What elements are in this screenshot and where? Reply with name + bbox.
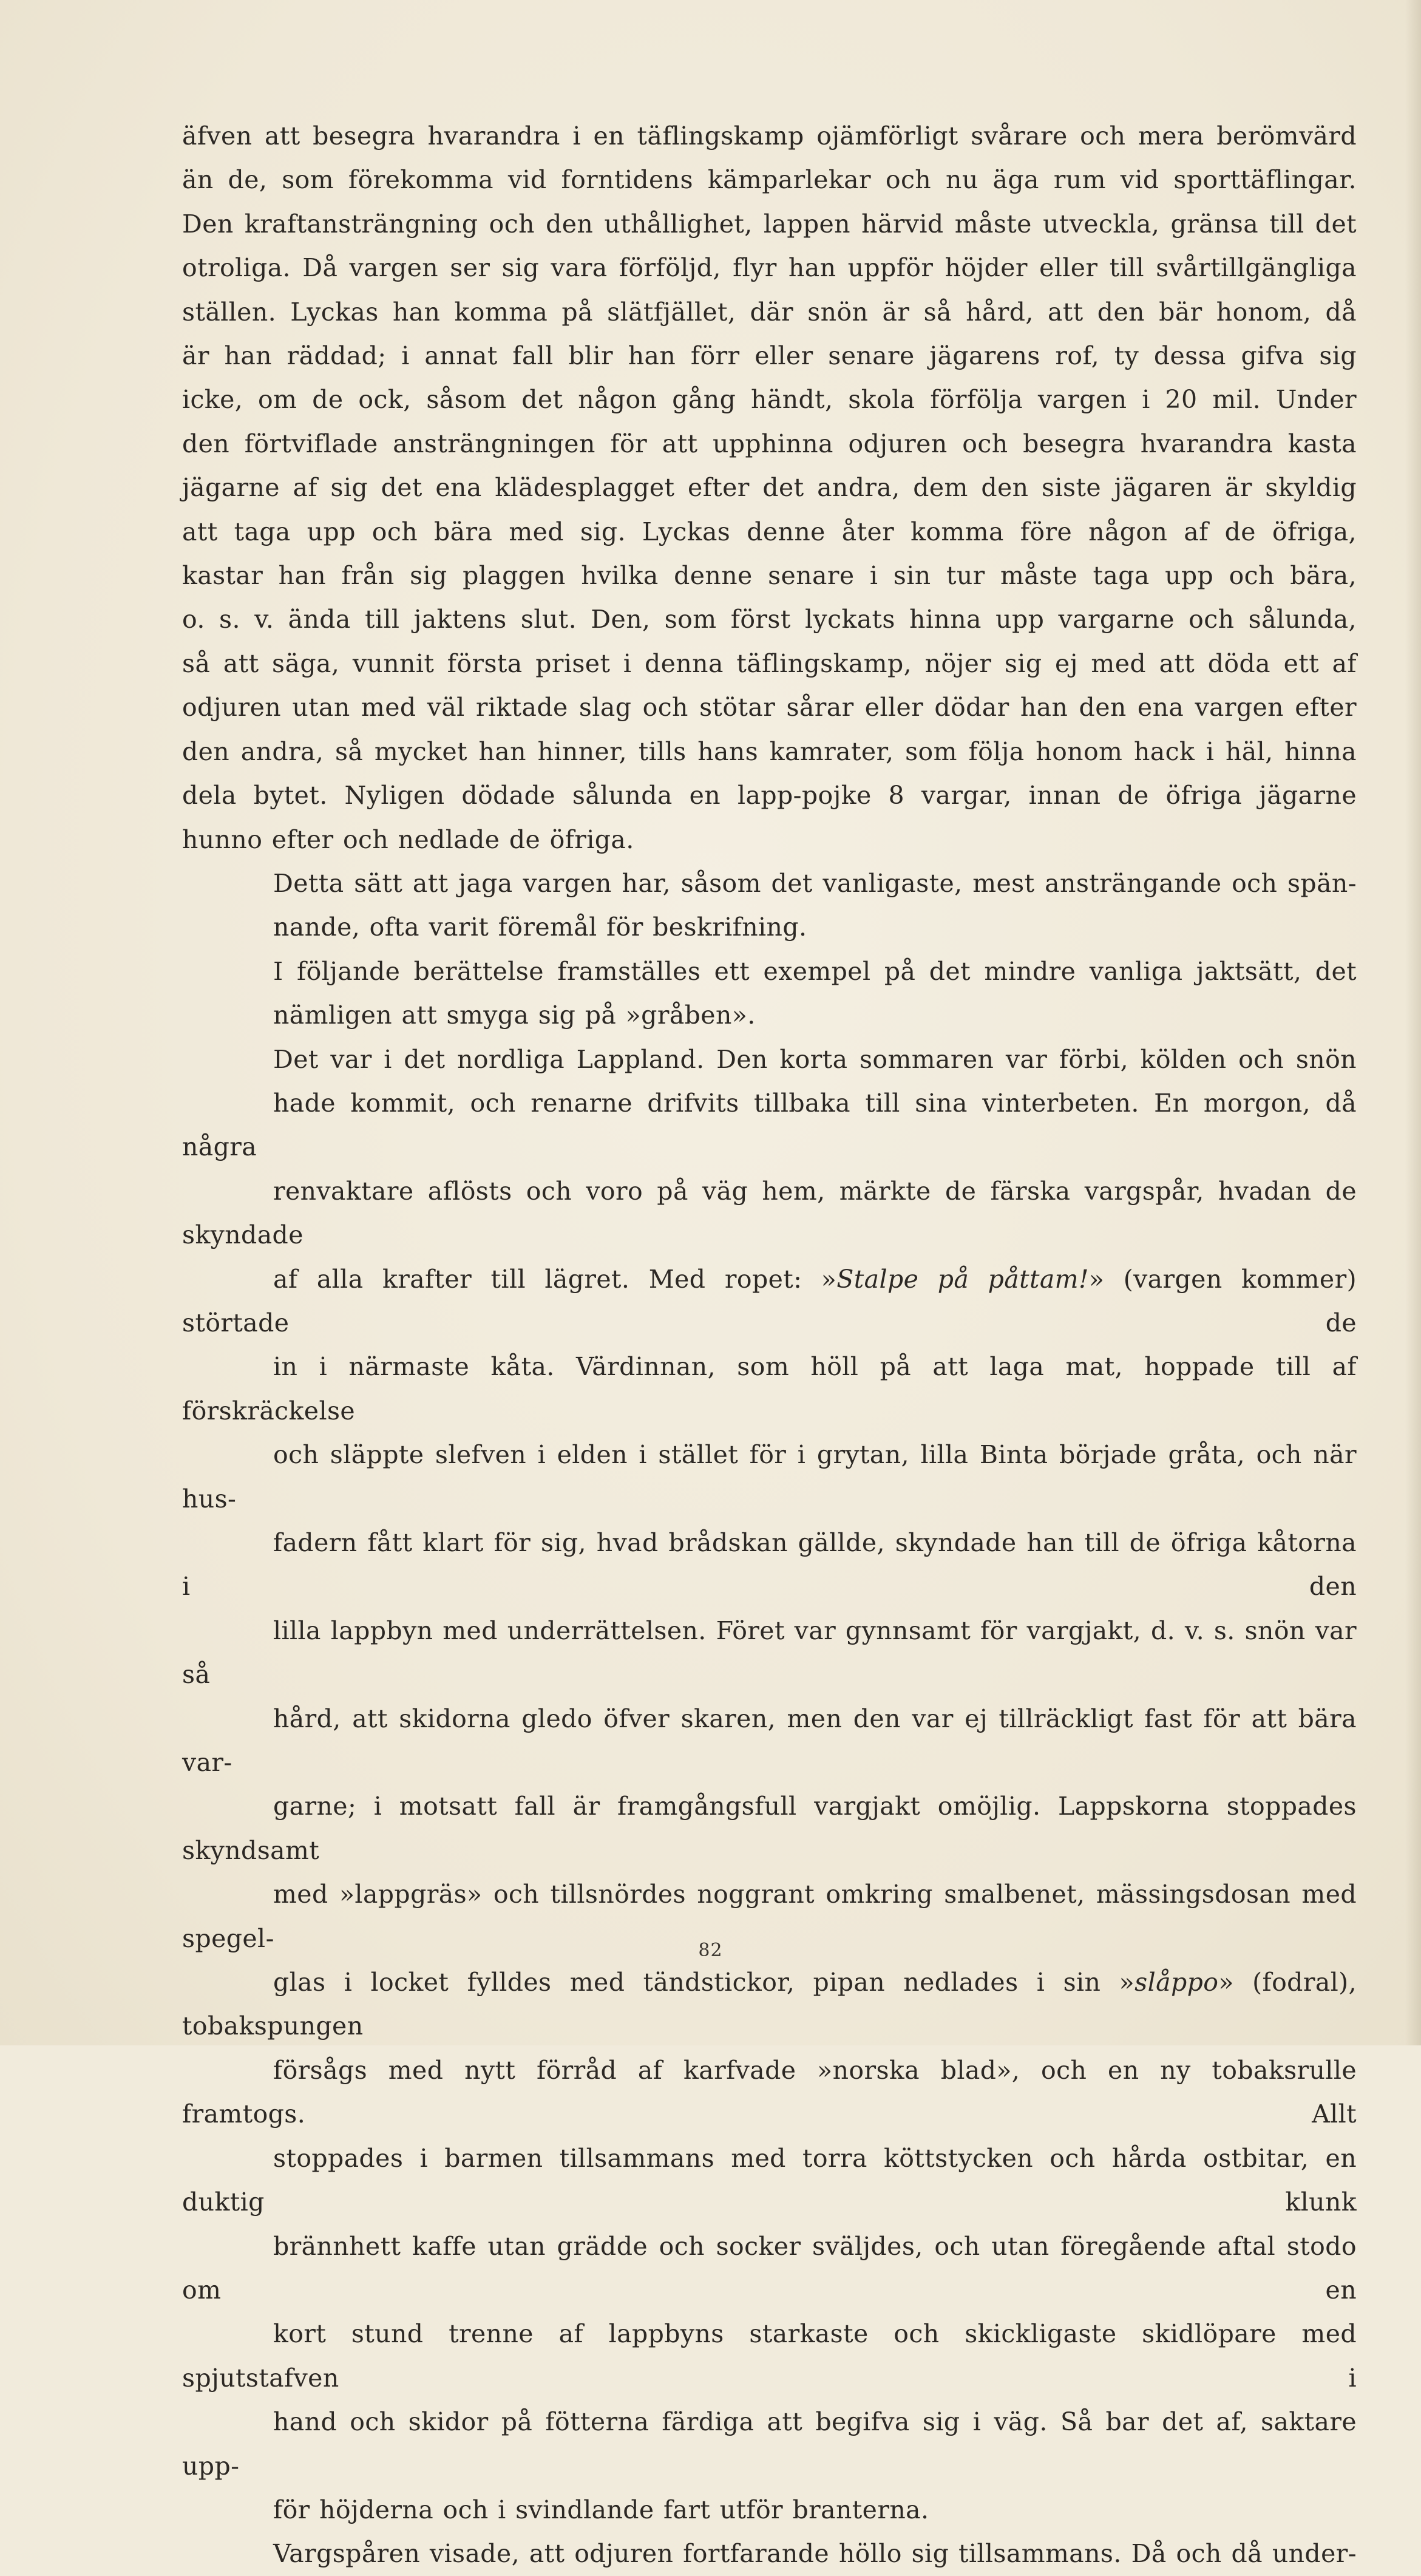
text-line: ställen. Lyckas han komma på slätfjället, där snön är så hård, att den bär honom, då — [182, 297, 1357, 327]
text-line: är han räddad; i annat fall blir han förr eller senare jägarens rof, ty dessa gifva sig — [182, 341, 1357, 371]
text-line: Vargspåren visade, att odjuren fortfarande höllo sig tillsammans. Då och då under- — [273, 2539, 1357, 2569]
text-line: kort stund trenne af lappbyns starkaste och skickligaste skidlöpare med spjutstafven i — [182, 2319, 1357, 2393]
page-number: 82 — [698, 1940, 723, 1961]
text-line: renvaktare aflösts och voro på väg hem, märkte de färska vargspår, hvadan de skyndade — [182, 1176, 1357, 1250]
text-line: glas i locket fylldes med tändstickor, pipan nedlades i sin »slåppo» (fodral), tobakspungen — [182, 1968, 1357, 2041]
text-line: hade kommit, och renarne drifvits tillbaka till sina vinterbeten. En morgon, då några — [182, 1088, 1357, 1162]
text-line: än de, som förekomma vid forntidens kämparlekar och nu äga rum vid sporttäflingar. — [182, 165, 1357, 195]
text-line: Den kraftansträngning och den uthållighet, lappen härvid måste utveckla, gränsa till det — [182, 209, 1357, 239]
text-line: hand och skidor på fötterna färdiga att begifva sig i väg. Så bar det af, saktare upp- — [182, 2407, 1357, 2481]
text-line: så att säga, vunnit första priset i denna täflingskamp, nöjer sig ej med att döda ett af — [182, 648, 1357, 678]
text-line: den andra, så mycket han hinner, tills hans kamrater, som följa honom hack i häl, hinna — [182, 736, 1357, 766]
text-line: den förtviflade ansträngningen för att upphinna odjuren och besegra hvarandra kasta — [182, 429, 1357, 458]
text-line: Det var i det nordliga Lappland. Den korta sommaren var förbi, kölden och snön — [273, 1044, 1357, 1074]
text-line: garne; i motsatt fall är framgångsfull vargjakt omöjlig. Lappskorna stoppades skyndsamt — [182, 1792, 1357, 1865]
text-line: nande, ofta varit föremål för beskrifning. — [273, 912, 807, 942]
paragraph-1 — [182, 114, 1357, 861]
text-line: I följande berättelse framställes ett exempel på det mindre vanliga jaktsätt, det — [273, 956, 1357, 986]
text-line: stoppades i barmen tillsammans med torra köttstycken och hårda ostbitar, en duktig klunk — [182, 2143, 1357, 2217]
text-line: odjuren utan med väl riktade slag och stötar sårar eller dödar han den ena vargen efter — [182, 693, 1357, 722]
text-line: försågs med nytt förråd af karfvade »norska blad», och en ny tobaksrulle framtogs. Allt — [182, 2055, 1357, 2129]
paragraph-2 — [182, 861, 1357, 950]
text-line: fadern fått klart för sig, hvad brådskan gällde, skyndade han till de öfriga kåtorna i den — [182, 1528, 1357, 1602]
text-line: Detta sätt att jaga vargen har, såsom det vanligaste, mest ansträngande och spän- — [273, 868, 1357, 898]
italic-phrase: slåppo — [1134, 1968, 1219, 1997]
paragraph-4 — [182, 1038, 1357, 2532]
text-line: hunno efter och nedlade de öfriga. — [182, 824, 634, 854]
text-line: icke, om de ock, såsom det någon gång händt, skola förfölja vargen i 20 mil. Under — [182, 385, 1357, 415]
italic-phrase: Stalpe på påttam! — [836, 1264, 1089, 1294]
text-line: äfven att besegra hvarandra i en täflingskamp ojämförligt svårare och mera berömvärd — [182, 121, 1357, 151]
page-edge-shadow — [1405, 0, 1421, 2045]
text-line: nämligen att smyga sig på »gråben». — [273, 1001, 756, 1030]
text-line: med »lappgräs» och tillsnördes noggrant omkring smalbenet, mässingsdosan med spegel- — [182, 1880, 1357, 1953]
text-line: jägarne af sig det ena klädesplagget efter det andra, dem den siste jägaren är skyldig — [182, 473, 1357, 503]
paragraph-3 — [182, 950, 1357, 1038]
text-line: kastar han från sig plaggen hvilka denne senare i sin tur måste taga upp och bära, — [182, 561, 1357, 591]
text-line: o. s. v. ända till jaktens slut. Den, som först lyckats hinna upp vargarne och sålunda, — [182, 605, 1357, 634]
text-line: brännhett kaffe utan grädde och socker sväljdes, och utan föregående aftal stodo om en — [182, 2231, 1357, 2305]
text-line: dela bytet. Nyligen dödade sålunda en lapp-pojke 8 vargar, innan de öfriga jägarne — [182, 781, 1357, 811]
paragraph-5 — [182, 2532, 1357, 2575]
text-line: in i närmaste kåta. Värdinnan, som höll på att laga mat, hoppade till af förskräckelse — [182, 1352, 1357, 1426]
text-line: otroliga. Då vargen ser sig vara förföljd, flyr han uppför höjder eller till svårtillgängliga — [182, 253, 1357, 283]
text-line: lilla lappbyn med underrättelsen. Föret var gynnsamt för vargjakt, d. v. s. snön var så — [182, 1616, 1357, 1690]
text-line: hård, att skidorna gledo öfver skaren, men den var ej tillräckligt fast för att bära var- — [182, 1704, 1357, 1778]
text-line: att taga upp och bära med sig. Lyckas denne åter komma före någon af de öfriga, — [182, 517, 1357, 546]
text-line: och släppte slefven i elden i stället för i grytan, lilla Binta började gråta, och när hus- — [182, 1440, 1357, 1514]
text-line: af alla krafter till lägret. Med ropet: »Stalpe på påttam!» (vargen kommer) störtade de — [182, 1264, 1357, 1337]
text-line: för höjderna och i svindlande fart utför branterna. — [273, 2495, 929, 2524]
